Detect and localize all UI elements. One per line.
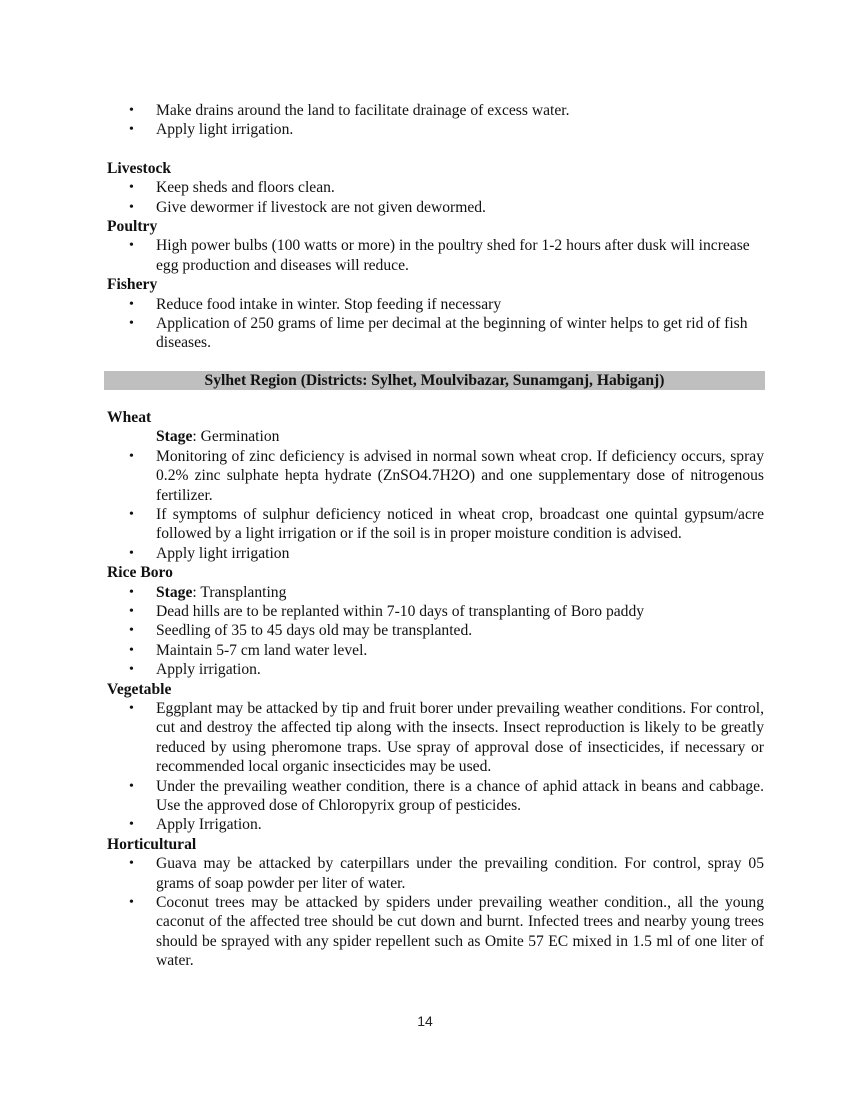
wheat-stage (107, 427, 764, 446)
fishery-list (107, 295, 764, 353)
section-heading-horticultural: Horticultural (107, 835, 197, 853)
list-item: • Guava may be attacked by caterpillars under the prevailing condition. For control, spray 05 grams of soap powder per liter of water. (107, 854, 764, 893)
list-item: • If symptoms of sulphur deficiency noticed in wheat crop, broadcast one quintal gypsum/acre followed by a light irrigation or if the soil is in proper moisture condition is advised. (107, 505, 764, 544)
region-banner: Sylhet Region (Districts: Sylhet, Moulvibazar, Sunamganj, Habiganj) (104, 371, 765, 390)
section-heading-vegetable: Vegetable (107, 680, 172, 698)
stage-value: : Germination (192, 428, 280, 446)
stage-label: Stage (156, 428, 193, 446)
document-page (107, 101, 764, 971)
list-item: • Dead hills are to be replanted within 7-10 days of transplanting of Boro paddy (107, 602, 764, 621)
list-item: • Under the prevailing weather condition, there is a chance of aphid attack in beans and cabbage. Use the approved dose of Chloropyrix group of pesticides. (107, 777, 764, 816)
list-item: • High power bulbs (100 watts or more) in the poultry shed for 1-2 hours after dusk will increase egg production and diseases will reduce. (107, 236, 764, 275)
vegetable-list (107, 699, 764, 835)
section-heading-fishery: Fishery (107, 276, 158, 294)
wheat-list (107, 447, 764, 563)
spacer (107, 390, 764, 408)
intro-list (107, 101, 764, 140)
list-item: • Monitoring of zinc deficiency is advised in normal sown wheat crop. If deficiency occurs, spray 0.2% zinc sulphate hepta hydrate (ZnSO4.7H2O) and one supplementary dose of nitrogenous fertilizer. (107, 447, 764, 505)
livestock-list (107, 178, 764, 217)
list-item: • Keep sheds and floors clean. (107, 178, 764, 197)
list-item: • Apply light irrigation. (107, 120, 764, 139)
spacer (107, 353, 764, 371)
page-number: 14 (417, 1013, 433, 1029)
stage-label: Stage (156, 583, 193, 601)
section-heading-livestock: Livestock (107, 159, 172, 177)
list-item: • Application of 250 grams of lime per decimal at the beginning of winter helps to get rid of fish diseases. (107, 314, 764, 353)
horticultural-list (107, 854, 764, 970)
section-heading-wheat: Wheat (107, 408, 152, 426)
poultry-list (107, 236, 764, 275)
rice-boro-stage (107, 583, 764, 602)
list-item: • Apply irrigation. (107, 660, 764, 679)
list-item: • Eggplant may be attacked by tip and fruit borer under prevailing weather conditions. For control, cut and destroy the affected tip along with the insects. Insect reproduction is likely to be greatly reduced by using pheromone traps. Use spray of approval dose of insecticides, if necessary or recommended local organic insecticides may be used. (107, 699, 764, 777)
list-item: • Reduce food intake in winter. Stop feeding if necessary (107, 295, 764, 314)
list-item: • Apply light irrigation (107, 544, 764, 563)
section-heading-poultry: Poultry (107, 218, 158, 236)
stage-value: : Transplanting (192, 583, 287, 601)
list-item: • Coconut trees may be attacked by spiders under prevailing weather condition., all the young caconut of the affected tree should be cut down and burnt. Infected trees and nearby young trees should be sprayed with any spider repellent such as Omite 57 EC mixed in 1.5 ml of one liter of water. (107, 893, 764, 971)
spacer (107, 140, 764, 159)
list-item: • Seedling of 35 to 45 days old may be transplanted. (107, 621, 764, 640)
list-item: • Make drains around the land to facilitate drainage of excess water. (107, 101, 764, 120)
list-item: • Maintain 5-7 cm land water level. (107, 641, 764, 660)
list-item: • Give dewormer if livestock are not given dewormed. (107, 198, 764, 217)
rice-boro-list (107, 583, 764, 680)
section-heading-rice-boro: Rice Boro (107, 564, 173, 582)
list-item: • Apply Irrigation. (107, 815, 764, 834)
